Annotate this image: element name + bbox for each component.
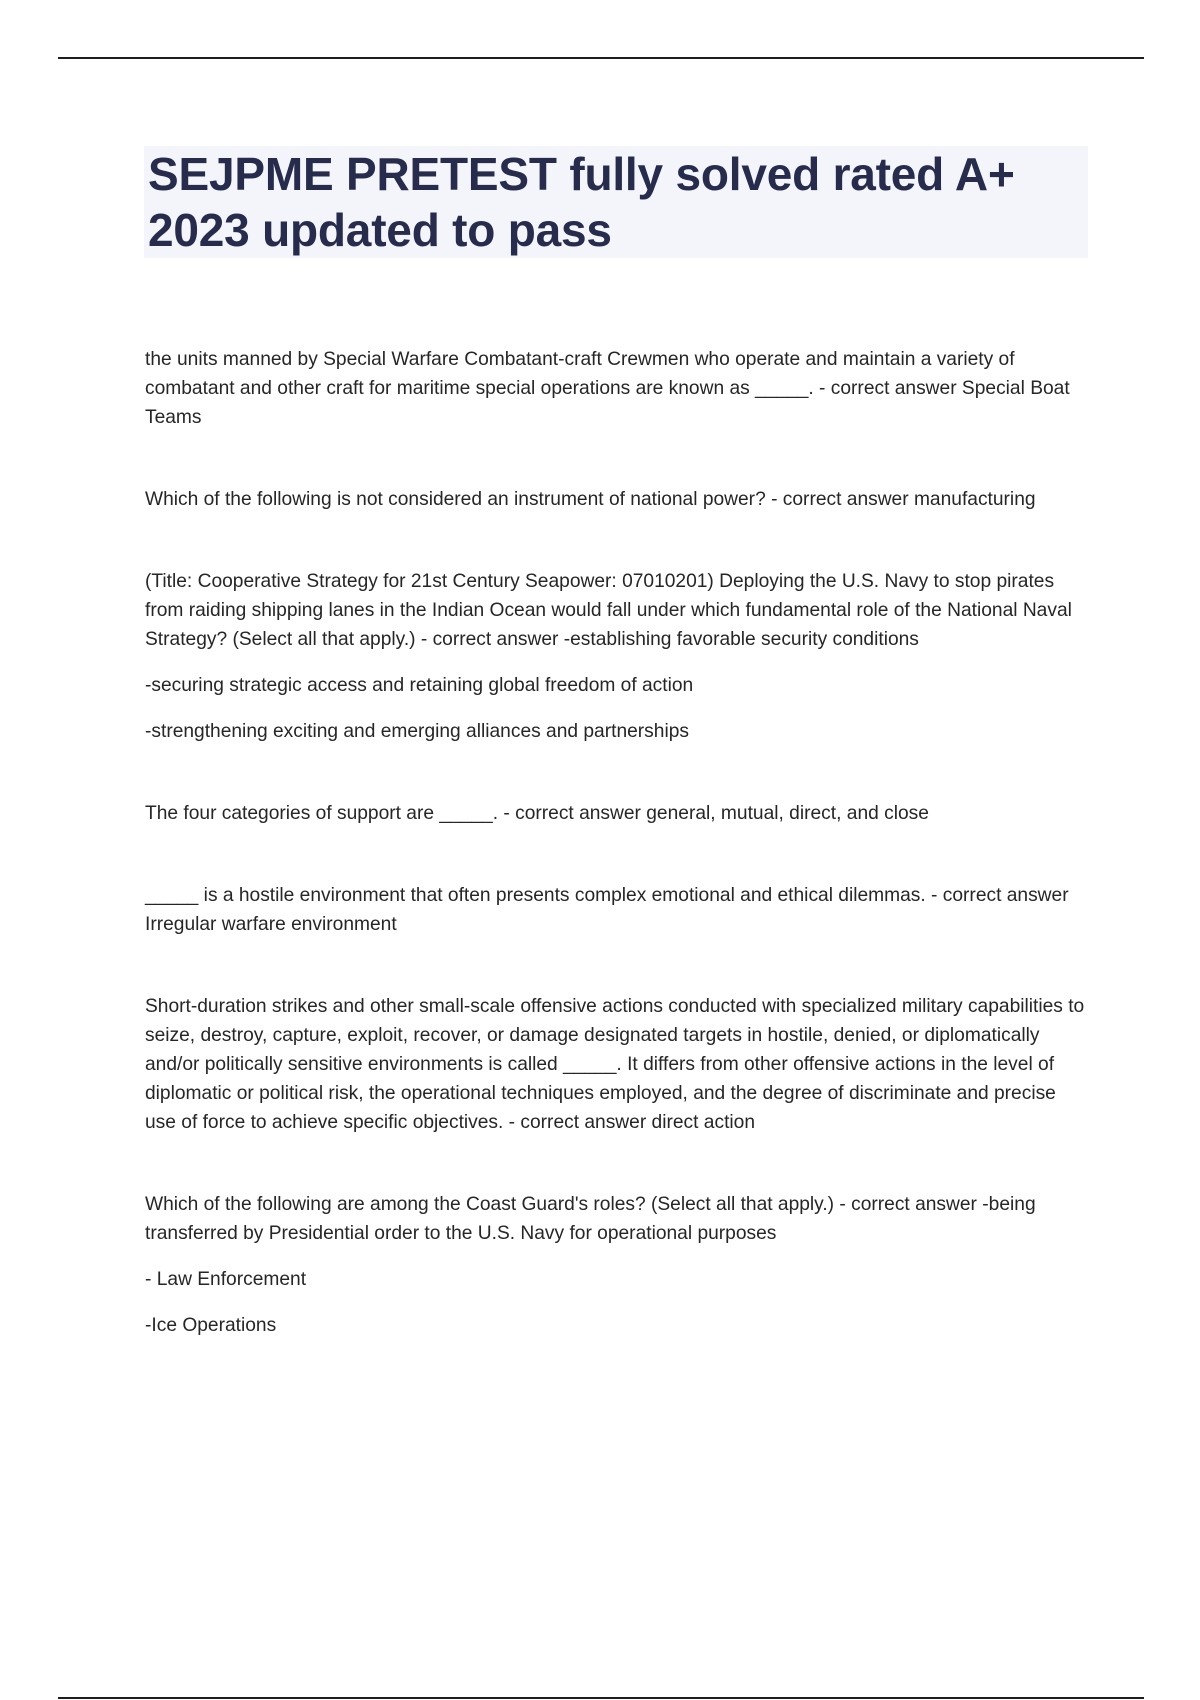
qa-item: [145, 992, 1090, 1137]
qa-answer-option: -strengthening exciting and emerging alliances and partnerships: [145, 721, 689, 742]
qa-answer-option: -securing strategic access and retaining global freedom of action: [145, 675, 694, 696]
qa-item: [145, 345, 1090, 432]
qa-text: Which of the following is not considered an instrument of national power? - correct answer manufacturing: [145, 489, 1036, 510]
qa-answer-option: -Ice Operations: [145, 1315, 277, 1336]
document-title: SEJPME PRETEST fully solved rated A+ 2023 updated to pass: [148, 148, 1015, 256]
qa-text: _____ is a hostile environment that often presents complex emotional and ethical dilemmas. - correct answer Irregular warfare environment: [145, 885, 1069, 935]
bottom-rule: [58, 1697, 1144, 1699]
qa-text: Which of the following are among the Coast Guard's roles? (Select all that apply.) - correct answer -being transferred by Presidential order to the U.S. Navy for operational purposes: [145, 1194, 1036, 1244]
qa-list: [145, 345, 1090, 1393]
top-rule: [58, 57, 1144, 59]
title-banner: [144, 146, 1088, 258]
qa-text: the units manned by Special Warfare Combatant-craft Crewmen who operate and maintain a variety of combatant and other craft for maritime special operations are known as _____. - correct answer Special Boat Teams: [145, 349, 1070, 428]
qa-item: [145, 485, 1090, 514]
qa-item: [145, 799, 1090, 828]
qa-item: [145, 567, 1090, 746]
qa-text: The four categories of support are _____. - correct answer general, mutual, direct, and close: [145, 803, 929, 824]
qa-text: (Title: Cooperative Strategy for 21st Century Seapower: 07010201) Deploying the U.S. Navy to stop pirates from raiding shipping lanes in the Indian Ocean would fall under which fundamental role of the National Naval Strategy? (Select all that apply.) - correct answer -establishing favorable security conditions: [145, 571, 1072, 650]
qa-item: [145, 881, 1090, 939]
qa-answer-option: - Law Enforcement: [145, 1269, 307, 1290]
qa-text: Short-duration strikes and other small-scale offensive actions conducted with specialized military capabilities to seize, destroy, capture, exploit, recover, or damage designated targets in hostile, denied, or diplomatically and/or politically sensitive environments is called _____. It differs from other offensive actions in the level of diplomatic or political risk, the operational techniques employed, and the degree of discriminate and precise use of force to achieve specific objectives. - correct answer direct action: [145, 996, 1085, 1133]
qa-item: [145, 1190, 1090, 1340]
